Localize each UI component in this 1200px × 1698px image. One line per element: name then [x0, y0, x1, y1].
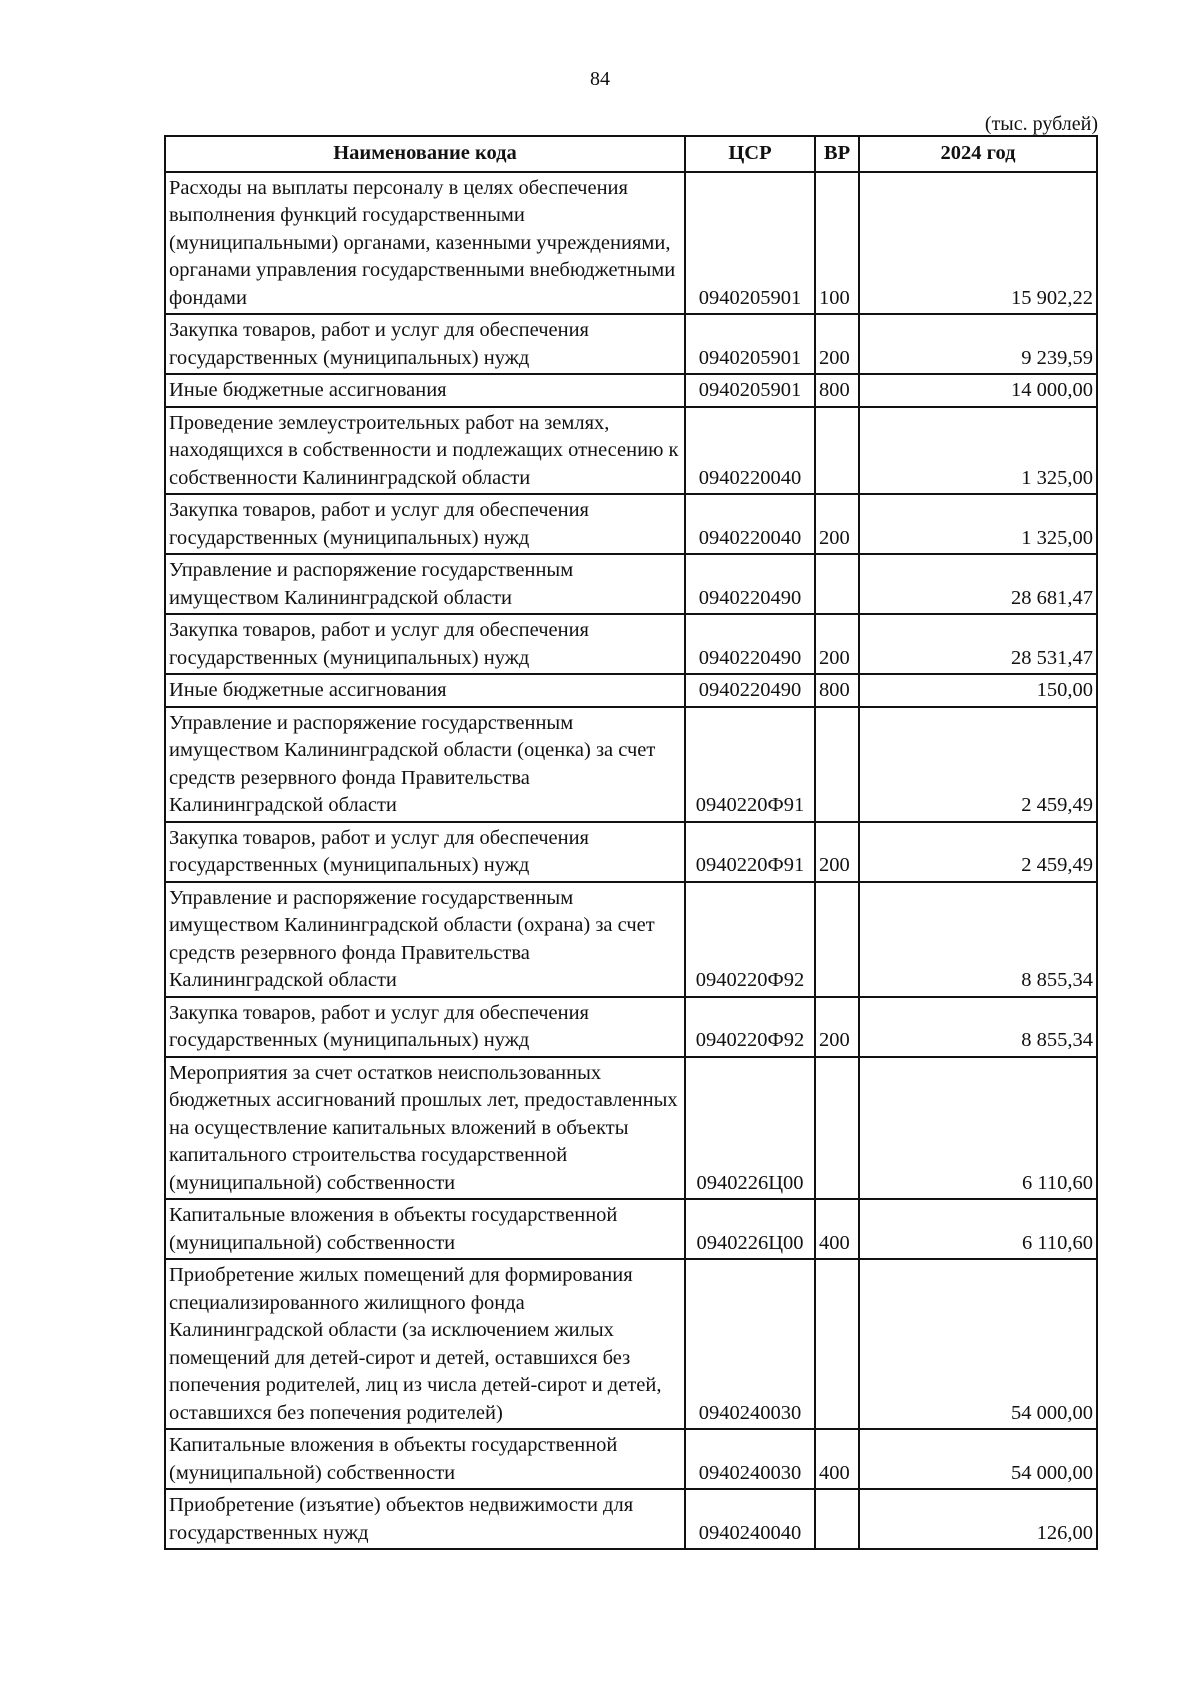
budget-table — [164, 135, 1098, 1550]
cell-vr: 400 — [815, 1429, 859, 1489]
table-header-row — [165, 136, 1097, 172]
cell-sum: 54 000,00 — [859, 1429, 1097, 1489]
header-vr: ВР — [815, 136, 859, 172]
cell-sum: 54 000,00 — [859, 1259, 1097, 1429]
cell-csr: 0940205901 — [685, 314, 815, 374]
table-row — [165, 554, 1097, 614]
units-label: (тыс. рублей) — [984, 113, 1098, 135]
table-row — [165, 1259, 1097, 1429]
header-year: 2024 год — [859, 136, 1097, 172]
cell-sum: 1 325,00 — [859, 407, 1097, 495]
cell-sum: 15 902,22 — [859, 172, 1097, 315]
cell-csr: 0940220Ф91 — [685, 707, 815, 822]
cell-name: Управление и распоряжение государственным имуществом Калининградской области (оценка) за счет средств резервного фонда Правительства Калининградской области — [165, 707, 685, 822]
cell-sum: 28 681,47 — [859, 554, 1097, 614]
cell-name: Расходы на выплаты персоналу в целях обеспечения выполнения функций государственными (муниципальными) органами, казенными учреждениями, органами управления государственными внебюджетными фондами — [165, 172, 685, 315]
cell-name: Капитальные вложения в объекты государственной (муниципальной) собственности — [165, 1429, 685, 1489]
cell-name: Закупка товаров, работ и услуг для обеспечения государственных (муниципальных) нужд — [165, 822, 685, 882]
cell-csr: 0940240030 — [685, 1429, 815, 1489]
cell-sum: 2 459,49 — [859, 822, 1097, 882]
cell-csr: 0940220Ф92 — [685, 997, 815, 1057]
table-row — [165, 674, 1097, 707]
cell-name: Управление и распоряжение государственным имуществом Калининградской области — [165, 554, 685, 614]
cell-name: Капитальные вложения в объекты государственной (муниципальной) собственности — [165, 1199, 685, 1259]
cell-sum: 150,00 — [859, 674, 1097, 707]
cell-sum: 14 000,00 — [859, 374, 1097, 407]
cell-csr: 0940240030 — [685, 1259, 815, 1429]
cell-vr — [815, 1057, 859, 1200]
cell-vr: 800 — [815, 374, 859, 407]
table-row — [165, 314, 1097, 374]
table-row — [165, 1489, 1097, 1549]
table-row — [165, 707, 1097, 822]
cell-name: Проведение землеустроительных работ на землях, находящихся в собственности и подлежащих отнесению к собственности Калининградской области — [165, 407, 685, 495]
cell-sum: 6 110,60 — [859, 1057, 1097, 1200]
cell-vr: 800 — [815, 674, 859, 707]
cell-vr: 200 — [815, 494, 859, 554]
cell-name: Приобретение жилых помещений для формирования специализированного жилищного фонда Калининградской области (за исключением жилых помещений для детей-сирот и детей, оставшихся без попечения родителей, лиц из числа детей-сирот и детей, оставшихся без попечения родителей) — [165, 1259, 685, 1429]
cell-name: Закупка товаров, работ и услуг для обеспечения государственных (муниципальных) нужд — [165, 997, 685, 1057]
cell-sum: 126,00 — [859, 1489, 1097, 1549]
table-row — [165, 882, 1097, 997]
cell-vr: 100 — [815, 172, 859, 315]
table-row — [165, 374, 1097, 407]
cell-sum: 8 855,34 — [859, 882, 1097, 997]
cell-vr — [815, 554, 859, 614]
cell-sum: 2 459,49 — [859, 707, 1097, 822]
table-row — [165, 494, 1097, 554]
cell-vr: 400 — [815, 1199, 859, 1259]
table-row — [165, 1057, 1097, 1200]
cell-vr — [815, 1489, 859, 1549]
cell-vr: 200 — [815, 314, 859, 374]
table-row — [165, 407, 1097, 495]
table-row — [165, 1199, 1097, 1259]
cell-vr: 200 — [815, 614, 859, 674]
cell-sum: 28 531,47 — [859, 614, 1097, 674]
cell-csr: 0940226Ц00 — [685, 1057, 815, 1200]
cell-name: Закупка товаров, работ и услуг для обеспечения государственных (муниципальных) нужд — [165, 614, 685, 674]
header-name: Наименование кода — [165, 136, 685, 172]
cell-vr — [815, 1259, 859, 1429]
cell-csr: 0940220040 — [685, 407, 815, 495]
cell-name: Иные бюджетные ассигнования — [165, 374, 685, 407]
cell-vr: 200 — [815, 997, 859, 1057]
cell-vr — [815, 707, 859, 822]
cell-csr: 0940220Ф92 — [685, 882, 815, 997]
cell-sum: 8 855,34 — [859, 997, 1097, 1057]
cell-csr: 0940220490 — [685, 674, 815, 707]
page-number: 84 — [590, 68, 610, 90]
cell-name: Закупка товаров, работ и услуг для обеспечения государственных (муниципальных) нужд — [165, 494, 685, 554]
table-row — [165, 997, 1097, 1057]
cell-csr: 0940220490 — [685, 614, 815, 674]
cell-sum: 9 239,59 — [859, 314, 1097, 374]
cell-name: Приобретение (изъятие) объектов недвижимости для государственных нужд — [165, 1489, 685, 1549]
cell-csr: 0940220Ф91 — [685, 822, 815, 882]
cell-name: Закупка товаров, работ и услуг для обеспечения государственных (муниципальных) нужд — [165, 314, 685, 374]
cell-vr — [815, 882, 859, 997]
table-row — [165, 614, 1097, 674]
cell-csr: 0940226Ц00 — [685, 1199, 815, 1259]
cell-name: Иные бюджетные ассигнования — [165, 674, 685, 707]
cell-vr — [815, 407, 859, 495]
cell-csr: 0940240040 — [685, 1489, 815, 1549]
table-row — [165, 822, 1097, 882]
cell-sum: 6 110,60 — [859, 1199, 1097, 1259]
cell-csr: 0940220040 — [685, 494, 815, 554]
cell-sum: 1 325,00 — [859, 494, 1097, 554]
header-csr: ЦСР — [685, 136, 815, 172]
table-row — [165, 172, 1097, 315]
cell-csr: 0940220490 — [685, 554, 815, 614]
cell-csr: 0940205901 — [685, 172, 815, 315]
cell-vr: 200 — [815, 822, 859, 882]
cell-csr: 0940205901 — [685, 374, 815, 407]
cell-name: Управление и распоряжение государственным имуществом Калининградской области (охрана) за счет средств резервного фонда Правительства Калининградской области — [165, 882, 685, 997]
table-row — [165, 1429, 1097, 1489]
cell-name: Мероприятия за счет остатков неиспользованных бюджетных ассигнований прошлых лет, предоставленных на осуществление капитальных вложений в объекты капитального строительства государственной (муниципальной) собственности — [165, 1057, 685, 1200]
